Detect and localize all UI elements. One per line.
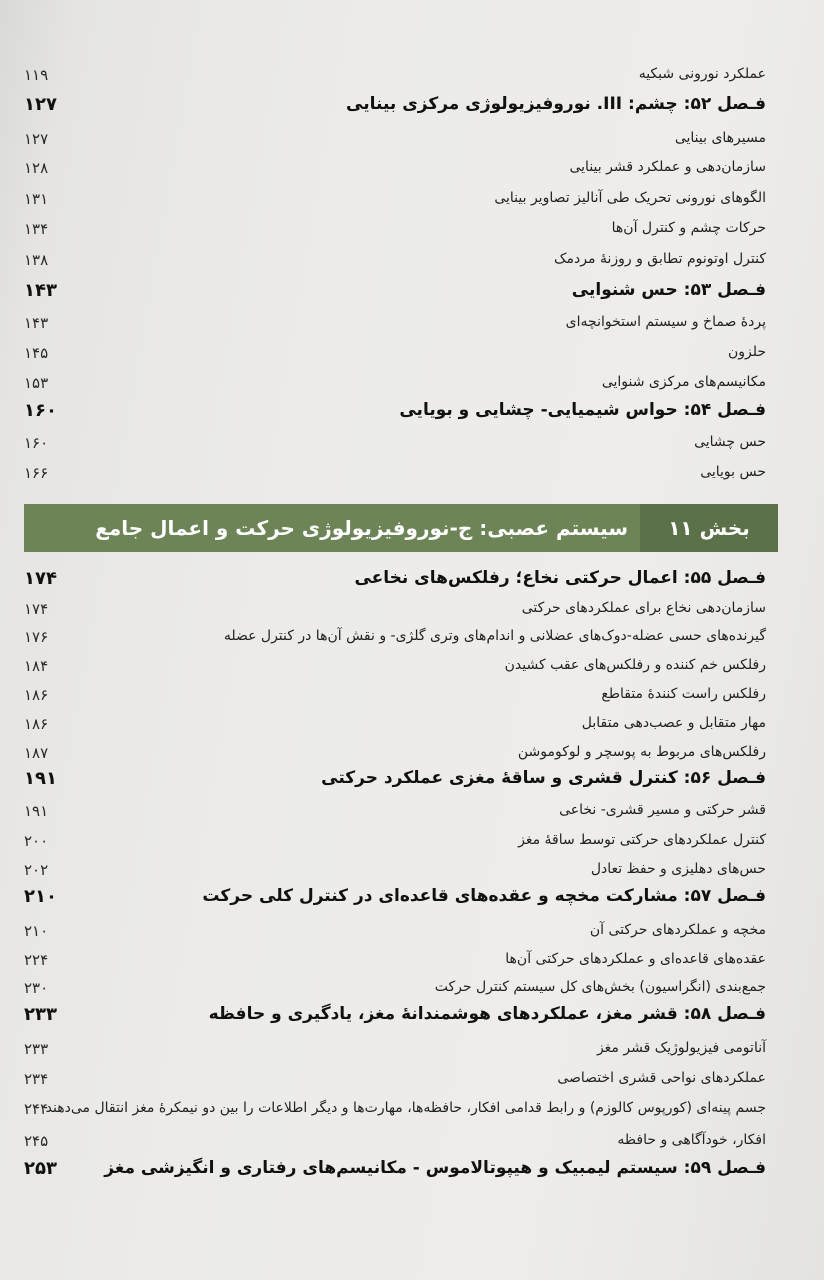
topic-title: پردهٔ صماخ و سیستم استخوانچه‌ای <box>565 314 766 330</box>
toc-row <box>0 214 824 244</box>
topic-title: رفلکس‌های مربوط به پوسچر و لوکوموشن <box>517 744 766 760</box>
toc-row <box>0 709 824 739</box>
page-number: ۲۲۴ <box>24 951 49 969</box>
topic-title: افکار، خودآگاهی و حافظه <box>617 1132 766 1148</box>
toc-row <box>0 738 824 768</box>
topic-title: قشر حرکتی و مسیر قشری- نخاعی <box>559 802 766 818</box>
toc-row <box>0 826 824 856</box>
topic-title: حس چشایی <box>694 434 766 450</box>
topic-title: رفلکس خم کننده و رفلکس‌های عقب کشیدن <box>504 657 766 673</box>
topic-title: رفلکس راست کنندهٔ متقاطع <box>601 686 766 702</box>
topic-title: کنترل عملکردهای حرکتی توسط ساقهٔ مغز <box>518 832 766 848</box>
page-number: ۱۱۹ <box>24 66 49 84</box>
toc-row <box>0 338 824 368</box>
page-number: ۱۲۷ <box>24 94 57 115</box>
chapter-title: فـصل ۵۹: سیستم لیمبیک و هیپوتالاموس - مکانیسم‌های رفتاری و انگیزشی مغز <box>104 1158 766 1178</box>
page-number: ۲۴۵ <box>24 1132 49 1150</box>
page-number: ۲۳۰ <box>24 979 49 997</box>
topic-title: جمع‌بندی (انگراسیون) بخش‌های کل سیستم کنترل حرکت <box>434 979 766 995</box>
topic-title: آناتومی فیزیولوژیک قشر مغز <box>596 1040 766 1056</box>
page-number: ۱۹۱ <box>24 768 57 789</box>
topic-title: گیرنده‌های حسی عضله-دوک‌های عضلانی و اندام‌های وتری گلژی- و نقش آن‌ها در کنترل عضله <box>223 628 766 644</box>
topic-title: سازمان‌دهی و عملکرد قشر بینایی <box>569 159 766 175</box>
toc-row <box>0 916 824 946</box>
page-number: ۱۳۴ <box>24 220 49 238</box>
chapter-row <box>0 884 824 914</box>
page-number: ۲۰۲ <box>24 861 49 879</box>
chapter-row <box>0 1002 824 1032</box>
page-number: ۱۸۶ <box>24 686 49 704</box>
chapter-title: فـصل ۵۶: کنترل قشری و ساقهٔ مغزی عملکرد حرکتی <box>321 768 766 788</box>
toc-row <box>0 1064 824 1094</box>
toc-row <box>0 622 824 652</box>
toc-row <box>0 651 824 681</box>
page-number: ۱۴۳ <box>24 280 57 301</box>
page-number: ۱۲۸ <box>24 159 49 177</box>
toc-row <box>0 945 824 975</box>
toc-row <box>0 680 824 710</box>
page-number: ۱۶۰ <box>24 400 57 421</box>
chapter-title: فـصل ۵۷: مشارکت مخچه و عقده‌های قاعده‌ای در کنترل کلی حرکت <box>202 886 766 906</box>
page-number: ۱۳۸ <box>24 251 49 269</box>
chapter-row <box>0 1156 824 1186</box>
section-banner <box>24 504 778 552</box>
topic-title: عملکردهای نواحی قشری اختصاصی <box>557 1070 766 1086</box>
topic-title: کنترل اوتونوم تطابق و روزنهٔ مردمک <box>554 251 766 267</box>
toc-row <box>0 796 824 826</box>
page-number: ۲۱۰ <box>24 886 57 907</box>
toc-row <box>0 1094 824 1124</box>
toc-row <box>0 245 824 275</box>
page-number: ۱۷۶ <box>24 628 49 646</box>
toc-row <box>0 308 824 338</box>
topic-title: عقده‌های قاعده‌ای و عملکردهای حرکتی آن‌ها <box>505 951 766 967</box>
topic-title: مهار متقابل و عصب‌دهی متقابل <box>581 715 766 731</box>
toc-row <box>0 973 824 1003</box>
topic-title: عملکرد نورونی شبکیه <box>638 66 766 82</box>
chapter-row <box>0 278 824 308</box>
toc-row <box>0 1034 824 1064</box>
chapter-title: فـصل ۵۳: حس شنوایی <box>571 280 766 300</box>
page-number: ۲۴۴ <box>24 1100 49 1118</box>
chapter-row <box>0 766 824 796</box>
toc-row <box>0 184 824 214</box>
chapter-title: فـصل ۵۴: حواس شیمیایی- چشایی و بویایی <box>399 400 766 420</box>
page-number: ۱۴۵ <box>24 344 49 362</box>
chapter-row <box>0 566 824 596</box>
topic-title: حرکات چشم و کنترل آن‌ها <box>611 220 766 236</box>
toc-row <box>0 458 824 488</box>
topic-title: حس بویایی <box>700 464 766 480</box>
page-number: ۲۱۰ <box>24 922 49 940</box>
page-number: ۲۳۳ <box>24 1004 57 1025</box>
page-number: ۲۳۴ <box>24 1070 49 1088</box>
page-number: ۱۷۴ <box>24 600 49 618</box>
chapter-title: فـصل ۵۸: قشر مغز، عملکردهای هوشمندانهٔ مغز، یادگیری و حافظه <box>208 1004 766 1024</box>
page-number: ۱۲۷ <box>24 130 49 148</box>
toc-row <box>0 594 824 624</box>
page-number: ۱۸۷ <box>24 744 49 762</box>
page-number: ۱۹۱ <box>24 802 49 820</box>
topic-title: الگوهای نورونی تحریک طی آنالیز تصاویر بینایی <box>494 190 766 206</box>
toc-row <box>0 855 824 885</box>
section-title: سیستم عصبی: ج-نوروفیزیولوژی حرکت و اعمال جامع <box>95 516 628 540</box>
page-number: ۱۳۱ <box>24 190 49 208</box>
section-label: بخش ۱۱ <box>640 504 778 552</box>
page-number: ۱۶۰ <box>24 434 49 452</box>
page-number: ۲۰۰ <box>24 832 49 850</box>
chapter-row <box>0 398 824 428</box>
page-number: ۲۵۳ <box>24 1158 57 1179</box>
page-number: ۱۸۴ <box>24 657 49 675</box>
topic-title: حلزون <box>727 344 766 360</box>
chapter-title: فـصل ۵۲: چشم: III. نوروفیزیولوژی مرکزی بینایی <box>346 94 766 114</box>
page-number: ۱۴۳ <box>24 314 49 332</box>
page-number: ۱۶۶ <box>24 464 49 482</box>
toc-row <box>0 428 824 458</box>
topic-title: مخچه و عملکردهای حرکتی آن <box>589 922 766 938</box>
page-number: ۲۳۳ <box>24 1040 49 1058</box>
page-number: ۱۸۶ <box>24 715 49 733</box>
topic-title: جسم پینه‌ای (کورپوس کالوزم) و رابط قدامی افکار، حافظه‌ها، مهارت‌ها و دیگر اطلاعات را بین دو نیمکرهٔ مغز انتقال می‌دهند <box>45 1100 766 1116</box>
toc-row <box>0 368 824 398</box>
topic-title: مکانیسم‌های مرکزی شنوایی <box>601 374 766 390</box>
toc-row <box>0 1126 824 1156</box>
toc-row <box>0 153 824 183</box>
page-number: ۱۷۴ <box>24 568 57 589</box>
topic-title: حس‌های دهلیزی و حفظ تعادل <box>590 861 766 877</box>
topic-title: مسیرهای بینایی <box>674 130 766 146</box>
toc-row <box>0 60 824 90</box>
page-number: ۱۵۳ <box>24 374 49 392</box>
chapter-title: فـصل ۵۵: اعمال حرکتی نخاع؛ رفلکس‌های نخاعی <box>354 568 766 588</box>
topic-title: سازمان‌دهی نخاع برای عملکردهای حرکتی <box>521 600 766 616</box>
chapter-row <box>0 92 824 122</box>
toc-row <box>0 124 824 154</box>
